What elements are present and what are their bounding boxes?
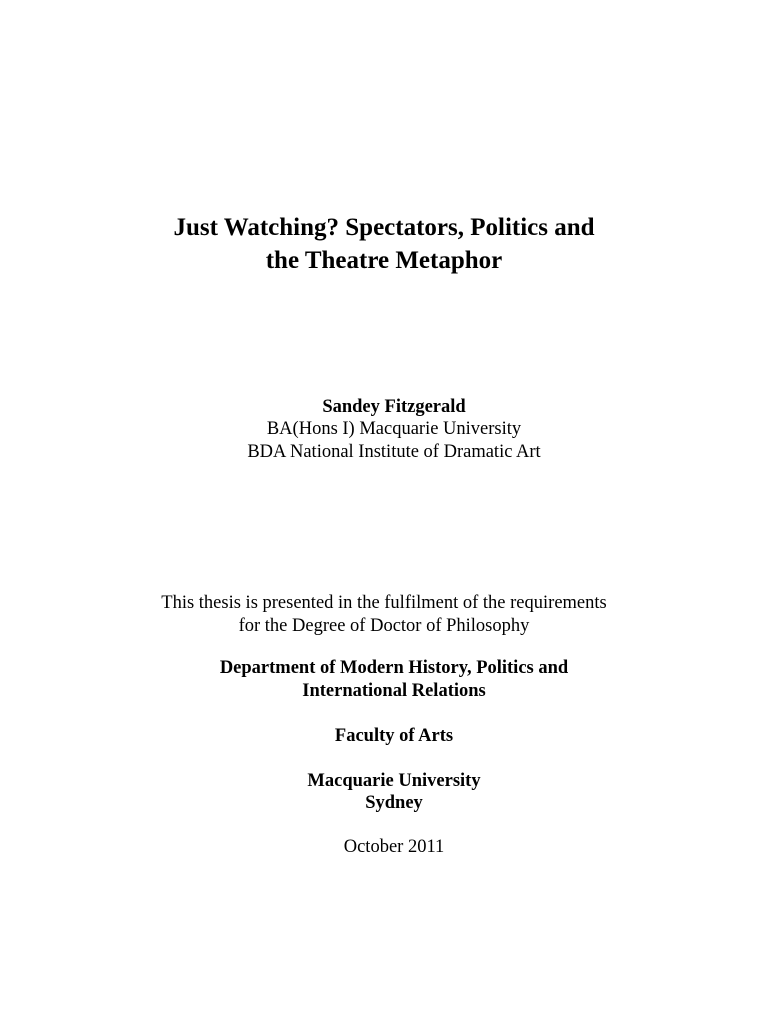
author-name: Sandey Fitzgerald: [322, 397, 466, 417]
thesis-title-line-1: Just Watching? Spectators, Politics and: [173, 214, 595, 241]
submission-date: October 2011: [343, 837, 445, 857]
city-name: Sydney: [365, 793, 423, 813]
faculty-name: Faculty of Arts: [334, 726, 454, 746]
thesis-title-line-2: the Theatre Metaphor: [265, 247, 503, 274]
department-line-2: International Relations: [302, 681, 486, 701]
thesis-statement-line-2: for the Degree of Doctor of Philosophy: [238, 616, 530, 636]
department-line-1: Department of Modern History, Politics and: [219, 658, 569, 678]
author-degree-1: BA(Hons I) Macquarie University: [266, 419, 522, 439]
author-degree-2: BDA National Institute of Dramatic Art: [247, 442, 541, 462]
thesis-statement-line-1: This thesis is presented in the fulfilment of the requirements: [161, 593, 607, 613]
institution-name: Macquarie University: [307, 771, 481, 791]
